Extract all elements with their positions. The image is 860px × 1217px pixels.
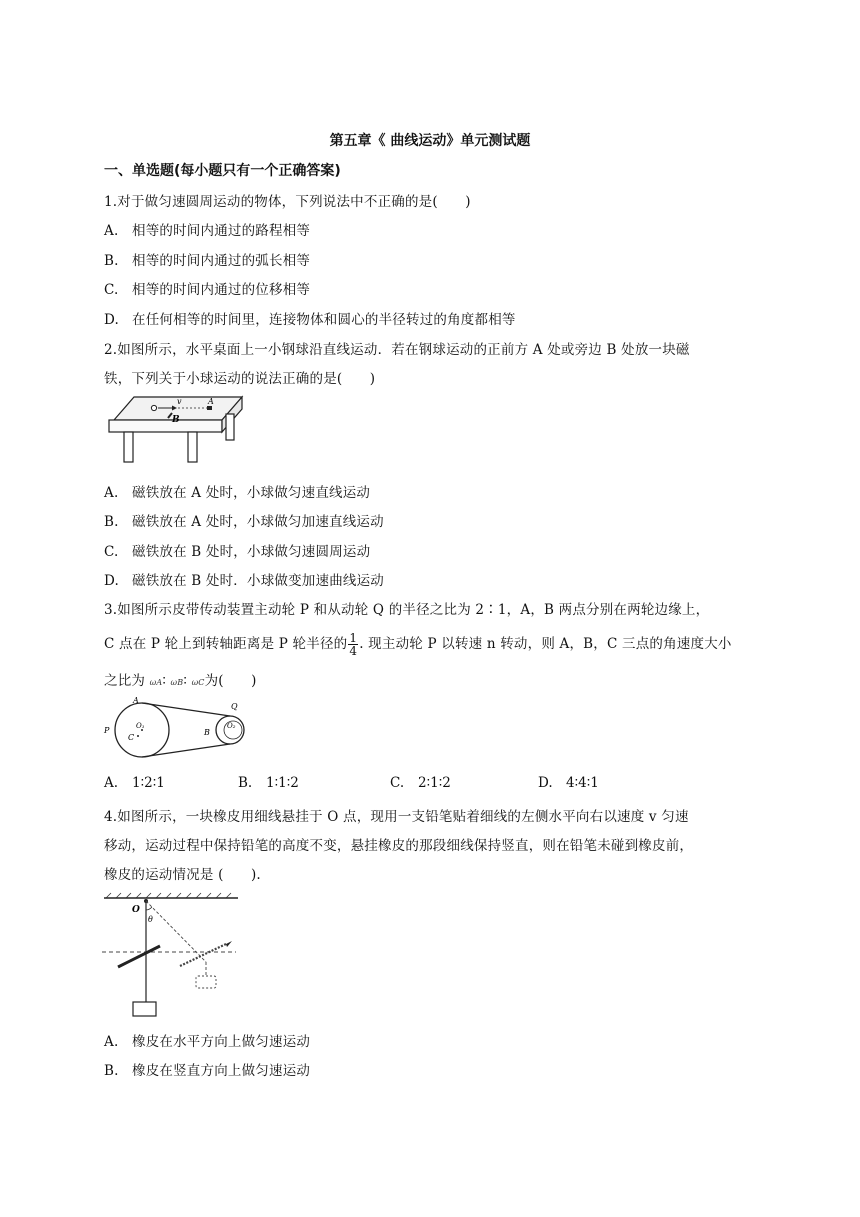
option-text: 相等的时间内通过的位移相等 [132,282,311,298]
option-letter: D. [104,573,120,589]
q3-option-d [538,775,599,791]
q2-option-a [104,481,370,501]
option-text: 相等的时间内通过的路程相等 [132,223,311,239]
option-text: 1∶2∶1 [132,775,165,791]
q2-stem-line1: 2.如图所示，水平桌面上一小钢球沿直线运动．若在钢球运动的正前方 A 处或旁边 B 处放一块磁 [104,342,690,358]
option-letter: B. [104,1063,119,1079]
q3-options-row [104,775,599,791]
q1-option-a [104,219,310,239]
q1-option-b [104,249,310,269]
q3-fig-label-p: P [104,726,110,735]
section-heading: 一、单选题(每小题只有一个正确答案) [104,163,341,179]
q3-line1: 3.如图所示皮带传动装置主动轮 P 和从动轮 Q 的半径之比为 2∶1，A，B 两点分别在两轮边缘上， [104,602,710,618]
q2-stem-line2: 铁，下列关于小球运动的说法正确的是( ) [104,371,376,387]
q3-line2 [104,632,732,657]
option-letter: A. [104,223,119,239]
q4-line2: 移动，运动过程中保持铅笔的高度不变，悬挂橡皮的那段细线保持竖直，则在铅笔未碰到橡皮前， [104,838,694,854]
option-text: 在任何相等的时间里，连接物体和圆心的半径转过的角度都相等 [132,312,516,328]
q3-fig-label-a: A [133,696,139,705]
ratio-sep: ∶ [162,673,167,689]
q4-option-b [104,1059,310,1079]
q2-fig-label-a: A [208,397,214,406]
q4-line3: 橡皮的运动情况是 ( ). [104,867,261,883]
q4-fig-label-o: O [132,905,140,915]
q2-fig-label-b: B [172,415,180,425]
option-letter: B. [104,514,119,530]
q2-fig-label-v: v [177,397,182,406]
q3-fig-label-b: B [204,728,210,737]
q4-option-a [104,1030,310,1050]
option-letter: C. [104,282,119,298]
q3-option-b [238,775,390,791]
q3-fig-label-q: Q [231,702,238,711]
option-letter: B. [104,253,119,269]
option-text: 磁铁放在 B 处时．小球做变加速曲线运动 [132,573,385,589]
q3-line3-pre: 之比为 [104,673,146,689]
option-letter: A. [104,775,119,791]
option-letter: B. [238,775,253,791]
option-letter: A. [104,485,119,501]
option-text: 磁铁放在 A 处时，小球做匀加速直线运动 [132,514,384,530]
q4-line1: 4.如图所示，一块橡皮用细线悬挂于 O 点，现用一支铅笔贴着细线的左侧水平向右以速度 v 匀速 [104,809,689,825]
omega-c: ωC [191,678,205,687]
q2-table-figure [104,392,244,466]
q3-fig-label-o1: O₁ [136,722,145,730]
option-text: 2∶1∶2 [418,775,451,791]
option-text: 磁铁放在 B 处时，小球做匀速圆周运动 [132,544,371,560]
q3-line3 [104,669,257,689]
fraction-denominator: 4 [349,644,358,658]
option-letter: C. [104,544,119,560]
page-title: 第五章《 曲线运动》单元测试题 [329,133,531,149]
option-letter: C. [390,775,405,791]
option-letter: D. [538,775,553,791]
q3-option-c [390,775,538,791]
q3-option-a [104,775,238,791]
omega-b: ωB [170,678,184,687]
q3-line2-post: . 现主动轮 P 以转速 n 转动，则 A，B，C 三点的角速度大小 [359,636,732,652]
fraction-numerator: 1 [349,631,358,645]
q3-fig-label-o2: O₂ [227,722,236,730]
q1-stem: 1.对于做匀速圆周运动的物体，下列说法中不正确的是( ) [104,194,471,210]
q3-line2-pre: C 点在 P 轮上到转轴距离是 P 轮半径的 [104,636,348,652]
q1-option-d [104,308,516,328]
one-quarter-fraction [348,632,358,657]
q3-fig-label-c: C [128,733,135,742]
option-text: 磁铁放在 A 处时，小球做匀速直线运动 [132,485,371,501]
option-letter: D. [104,312,120,328]
option-text: 橡皮在水平方向上做匀速运动 [132,1034,311,1050]
option-text: 相等的时间内通过的弧长相等 [132,253,311,269]
q4-fig-label-theta: θ [148,915,153,924]
option-text: 4∶4∶1 [566,775,599,791]
option-text: 橡皮在竖直方向上做匀速运动 [132,1063,311,1079]
option-letter: A. [104,1034,119,1050]
option-text: 1∶1∶2 [266,775,299,791]
omega-a: ωA [149,678,163,687]
q2-option-d [104,569,384,589]
q2-option-c [104,540,370,560]
q1-option-c [104,278,310,298]
q3-belt-pulley-figure [100,695,252,759]
q2-option-b [104,510,384,530]
q4-pendulum-figure [100,892,240,1018]
ratio-sep: ∶ [183,673,188,689]
q3-line3-post: 为( ) [204,673,257,689]
